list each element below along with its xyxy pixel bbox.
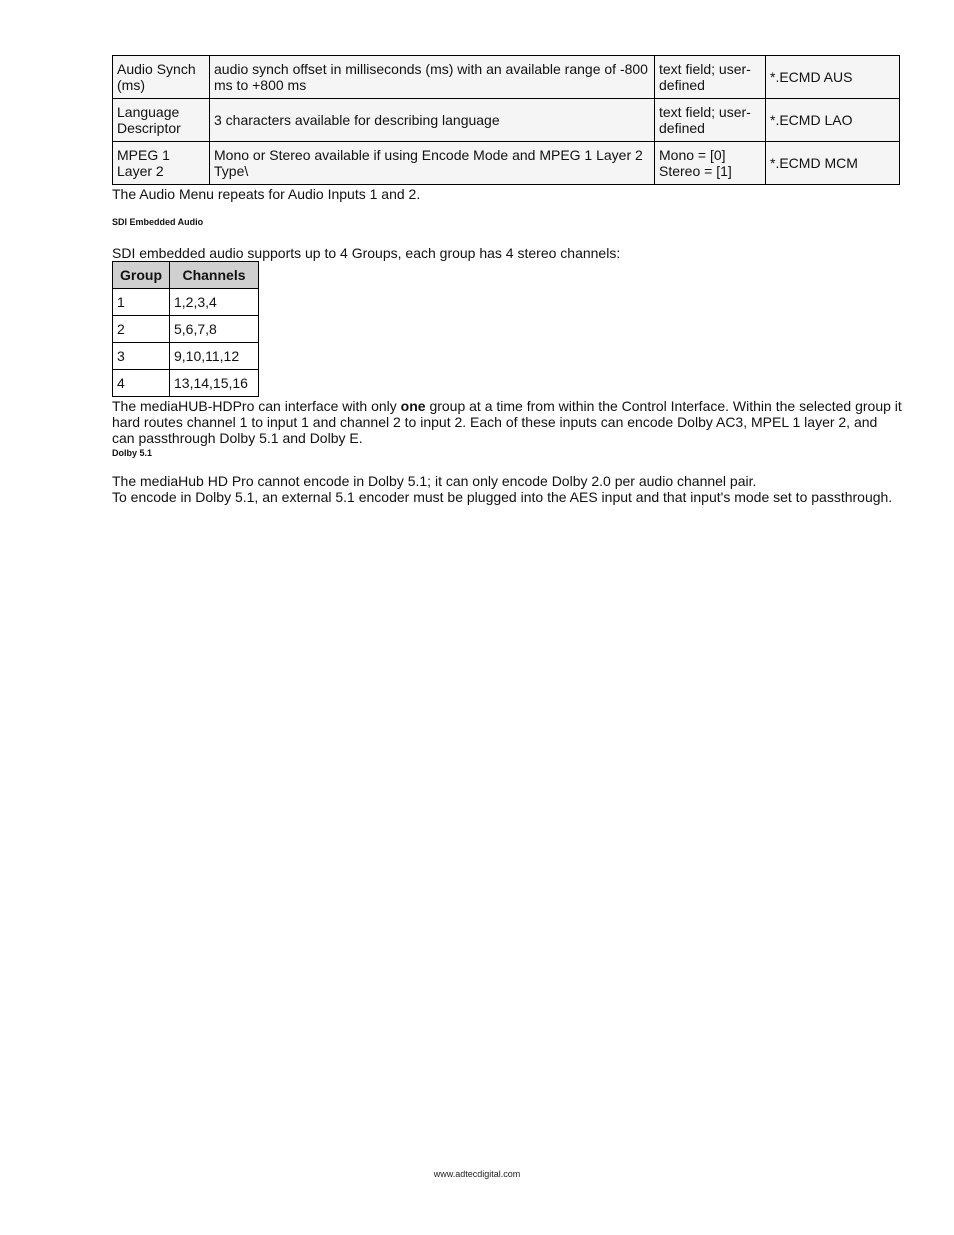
- spec-description-cell: 3 characters available for describing language: [210, 99, 655, 142]
- table-row: [113, 370, 259, 397]
- table-row: [113, 142, 900, 185]
- sdi-heading: SDI Embedded Audio: [112, 217, 204, 227]
- table-row: [113, 343, 259, 370]
- spec-command-cell: *.ECMD LAO: [766, 99, 900, 142]
- spec-name-cell: Audio Synch (ms): [113, 56, 210, 99]
- spec-type-cell: Mono = [0] Stereo = [1]: [655, 142, 766, 185]
- table-row: [113, 289, 259, 316]
- groups-table: [112, 261, 259, 397]
- footer-url: www.adtecdigital.com: [433, 1169, 521, 1179]
- spec-type-cell: text field; user-defined: [655, 99, 766, 142]
- dolby-line-2: To encode in Dolby 5.1, an external 5.1 encoder must be plugged into the AES input and that input's mode set to passthrough.: [112, 489, 893, 505]
- dolby-heading: Dolby 5.1: [112, 448, 153, 458]
- column-header-group: Group: [113, 262, 170, 289]
- sdi-intro: SDI embedded audio supports up to 4 Groups, each group has 4 stereo channels:: [112, 245, 621, 261]
- interface-text-before: The mediaHUB-HDPro can interface with only: [112, 398, 401, 414]
- interface-paragraph: [112, 398, 902, 446]
- group-cell: 1: [113, 289, 170, 316]
- channels-cell: 1,2,3,4: [170, 289, 259, 316]
- spec-name-cell: MPEG 1 Layer 2: [113, 142, 210, 185]
- audio-menu-note: The Audio Menu repeats for Audio Inputs 1 and 2.: [112, 186, 421, 202]
- spec-name-cell: Language Descriptor: [113, 99, 210, 142]
- table-row: [113, 316, 259, 343]
- table-header-row: [113, 262, 259, 289]
- group-cell: 3: [113, 343, 170, 370]
- channels-cell: 9,10,11,12: [170, 343, 259, 370]
- interface-text-bold: one: [400, 398, 426, 414]
- group-cell: 2: [113, 316, 170, 343]
- spec-command-cell: *.ECMD MCM: [766, 142, 900, 185]
- interface-text-after: group at a time from within the Control Interface. Within the selected group it hard routes channel 1 to input 1 and channel 2 to input 2. Each of these inputs can encode Dolby AC3, MPEL 1 layer 2, and can passthrough Dolby 5.1 and Dolby E.: [112, 398, 902, 446]
- spec-type-cell: text field; user-defined: [655, 56, 766, 99]
- channels-cell: 5,6,7,8: [170, 316, 259, 343]
- document-page: [112, 55, 902, 505]
- group-cell: 4: [113, 370, 170, 397]
- column-header-channels: Channels: [170, 262, 259, 289]
- table-row: [113, 99, 900, 142]
- spec-command-cell: *.ECMD AUS: [766, 56, 900, 99]
- spec-description-cell: audio synch offset in milliseconds (ms) with an available range of -800 ms to +800 ms: [210, 56, 655, 99]
- channels-cell: 13,14,15,16: [170, 370, 259, 397]
- table-row: [113, 56, 900, 99]
- dolby-line-1: The mediaHub HD Pro cannot encode in Dolby 5.1; it can only encode Dolby 2.0 per audio channel pair.: [112, 473, 757, 489]
- spec-description-cell: Mono or Stereo available if using Encode Mode and MPEG 1 Layer 2 Type\: [210, 142, 655, 185]
- audio-spec-table: [112, 55, 900, 185]
